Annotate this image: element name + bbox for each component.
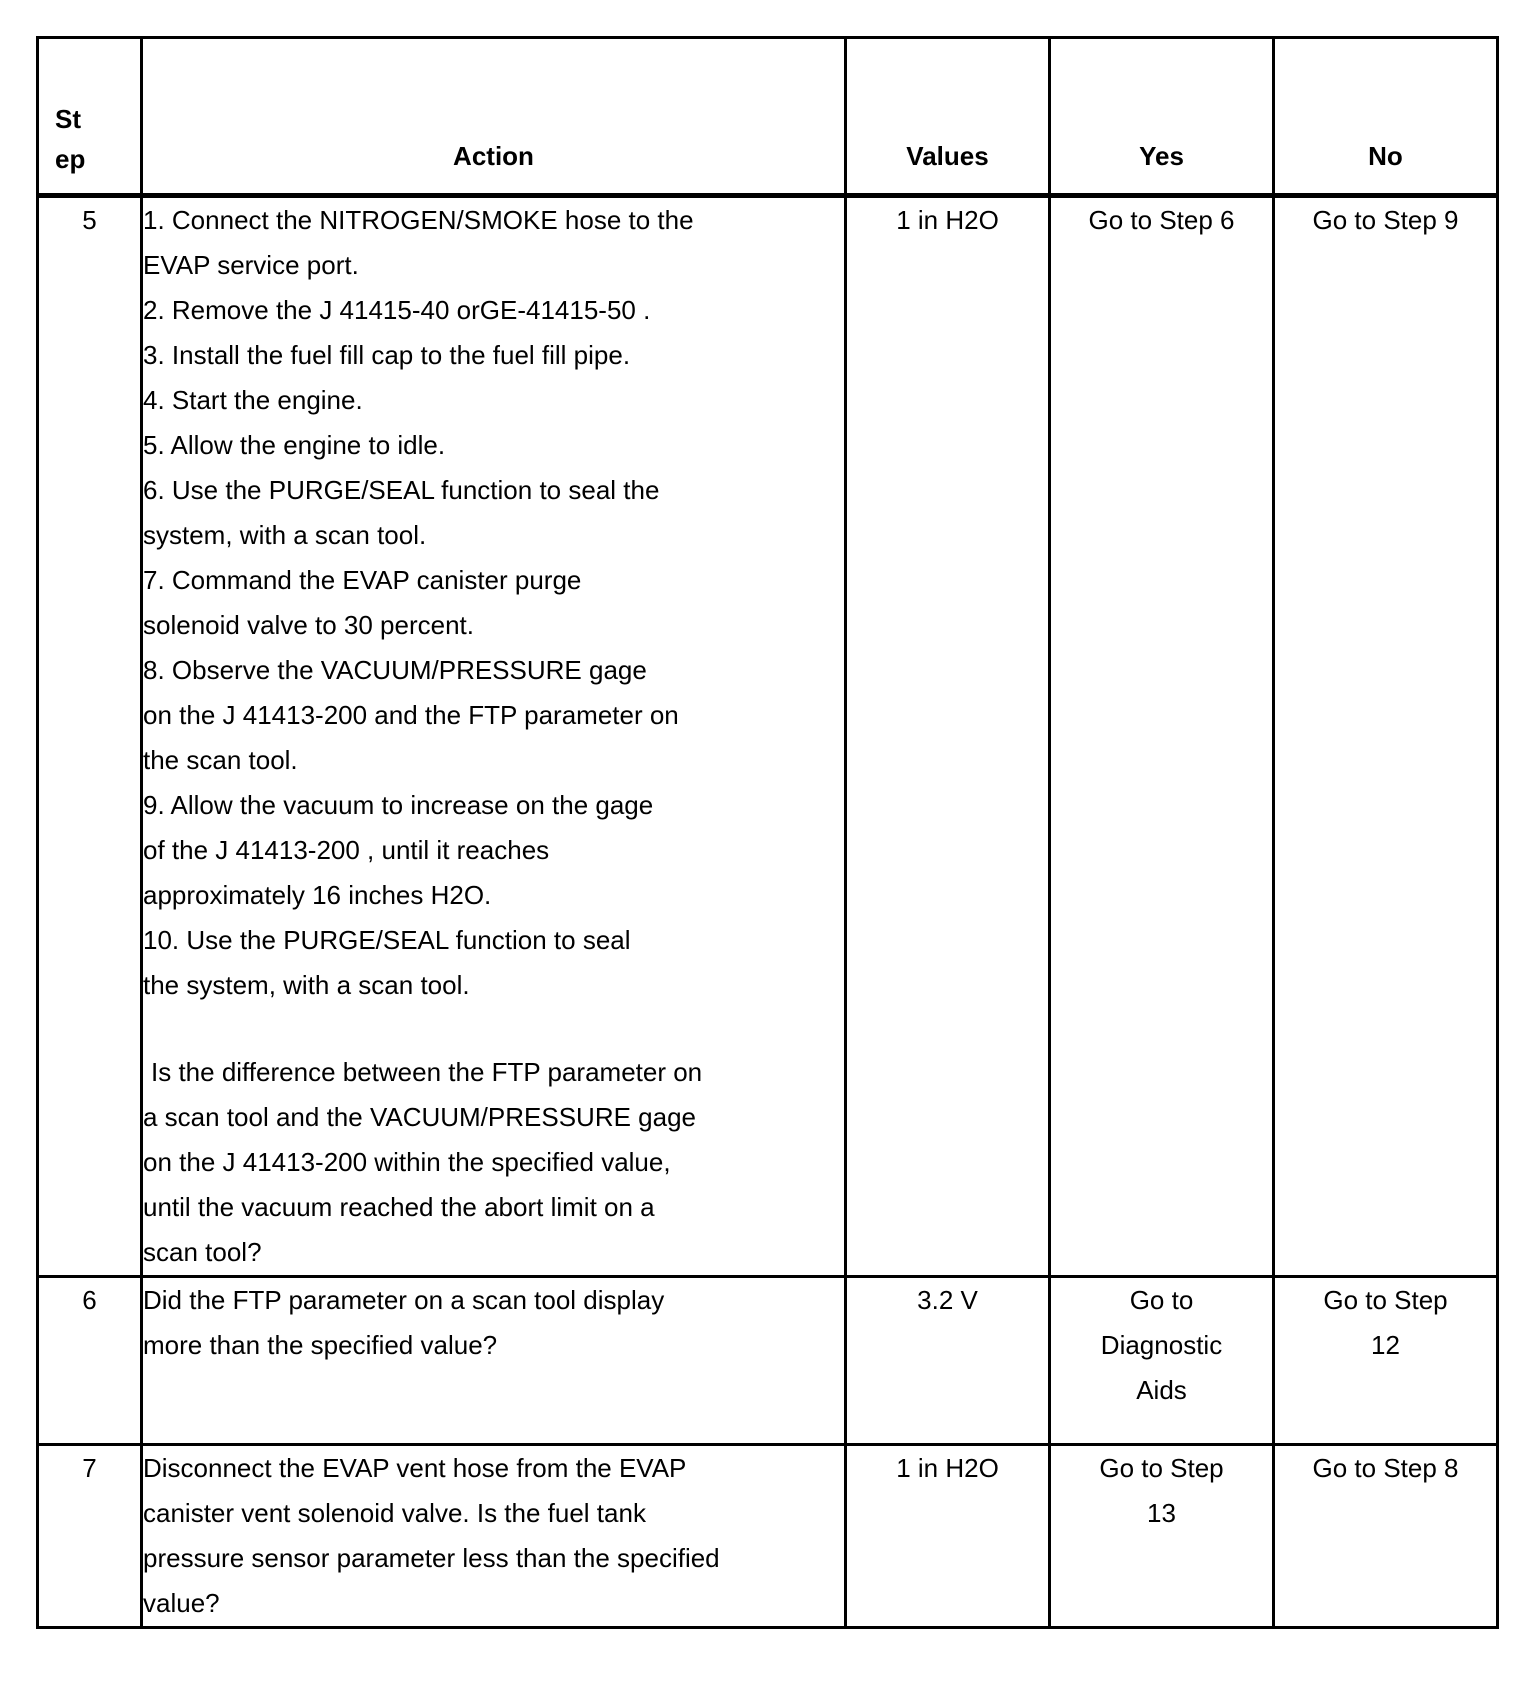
header-values: Values	[846, 38, 1050, 196]
action-line: 6. Use the PURGE/SEAL function to seal the	[143, 475, 660, 505]
action-cell	[142, 1445, 846, 1628]
no-cell: Go to Step 9	[1274, 196, 1498, 1277]
diagnostic-table	[36, 36, 1499, 1629]
table-row-step-7	[38, 1445, 1498, 1628]
yes-line: Go to Step	[1099, 1453, 1224, 1483]
action-line: 7. Command the EVAP canister purge	[143, 565, 582, 595]
question-line: Is the difference between the FTP parameter on	[151, 1057, 703, 1087]
question-line: on the J 41413-200 within the specified value,	[143, 1147, 671, 1177]
action-line: 8. Observe the VACUUM/PRESSURE gage	[143, 655, 647, 685]
action-line: 9. Allow the vacuum to increase on the gage	[143, 790, 654, 820]
action-line: canister vent solenoid valve. Is the fuel tank	[143, 1498, 646, 1528]
action-line: approximately 16 inches H2O.	[143, 880, 492, 910]
question-line: scan tool?	[143, 1237, 262, 1267]
action-line: system, with a scan tool.	[143, 520, 427, 550]
action-line: 3. Install the fuel fill cap to the fuel fill pipe.	[143, 340, 631, 370]
action-line: Did the FTP parameter on a scan tool display	[143, 1285, 665, 1315]
no-line: 12	[1371, 1330, 1400, 1360]
action-line: EVAP service port.	[143, 250, 359, 280]
step-cell: 6	[38, 1277, 142, 1445]
action-line: value?	[143, 1588, 220, 1618]
value-cell: 1 in H2O	[846, 196, 1050, 1277]
question-line: a scan tool and the VACUUM/PRESSURE gage	[143, 1102, 697, 1132]
no-cell: Go to Step 8	[1274, 1445, 1498, 1628]
action-line: 1. Connect the NITROGEN/SMOKE hose to the	[143, 205, 694, 235]
step-cell: 5	[38, 196, 142, 1277]
action-line: pressure sensor parameter less than the specified	[143, 1543, 720, 1573]
header-step	[38, 38, 142, 196]
yes-cell: Go to Step 6	[1050, 196, 1274, 1277]
question-line: until the vacuum reached the abort limit on a	[143, 1192, 655, 1222]
header-action: Action	[142, 38, 846, 196]
table-row-step-5	[38, 196, 1498, 1277]
header-yes: Yes	[1050, 38, 1274, 196]
no-cell	[1274, 1277, 1498, 1445]
value-cell: 1 in H2O	[846, 1445, 1050, 1628]
yes-line: Diagnostic	[1100, 1330, 1223, 1360]
yes-cell	[1050, 1445, 1274, 1628]
action-cell	[142, 196, 846, 1277]
yes-line: Go to	[1129, 1285, 1194, 1315]
action-line: 10. Use the PURGE/SEAL function to seal	[143, 925, 631, 955]
spacer	[143, 1008, 844, 1050]
header-step-line1: St	[55, 104, 81, 134]
action-line: 2. Remove the J 41415-40 orGE-41415-50 .	[143, 295, 651, 325]
action-line: more than the specified value?	[143, 1330, 498, 1360]
header-no: No	[1274, 38, 1498, 196]
action-line: 5. Allow the engine to idle.	[143, 430, 446, 460]
header-step-line2: ep	[55, 144, 86, 174]
action-line: the system, with a scan tool.	[143, 970, 470, 1000]
step-cell: 7	[38, 1445, 142, 1628]
action-line: Disconnect the EVAP vent hose from the EVAP	[143, 1453, 687, 1483]
yes-line: 13	[1147, 1498, 1176, 1528]
action-line: 4. Start the engine.	[143, 385, 363, 415]
yes-line: Aids	[1136, 1375, 1187, 1405]
table-row-step-6	[38, 1277, 1498, 1445]
action-line: solenoid valve to 30 percent.	[143, 610, 474, 640]
yes-cell	[1050, 1277, 1274, 1445]
value-cell: 3.2 V	[846, 1277, 1050, 1445]
header-row	[38, 38, 1498, 196]
action-line: of the J 41413-200 , until it reaches	[143, 835, 550, 865]
no-line: Go to Step	[1323, 1285, 1448, 1315]
action-line: on the J 41413-200 and the FTP parameter on	[143, 700, 679, 730]
action-cell	[142, 1277, 846, 1445]
action-line: the scan tool.	[143, 745, 298, 775]
